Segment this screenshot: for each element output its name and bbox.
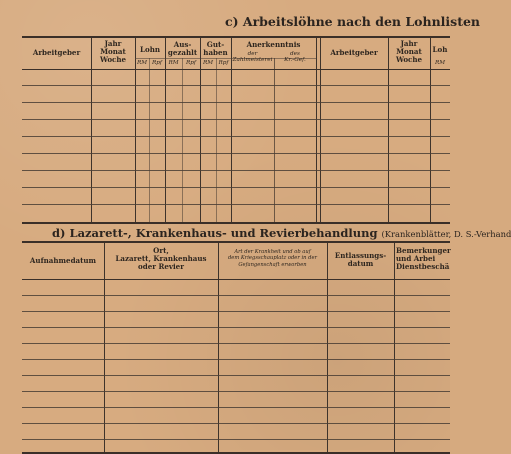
header-entlassungsdatum: Entlassungs- datum bbox=[334, 251, 387, 268]
table-row-line bbox=[22, 295, 450, 296]
table-row-line bbox=[22, 153, 450, 154]
subheader-rpf: Rpf bbox=[185, 60, 197, 66]
table-row-line bbox=[22, 439, 450, 440]
hospital-treatment-table bbox=[22, 241, 450, 454]
header-guthaben: Gut- haben bbox=[203, 40, 228, 57]
header-separator bbox=[22, 279, 450, 280]
header-art: Art der Krankheit und ob auf dem Kriegsschauplatz oder in der Gefangenschaft erworben bbox=[227, 249, 318, 268]
column-divider bbox=[274, 58, 275, 222]
column-divider bbox=[316, 38, 317, 222]
header-ort: Ort, Lazarett, Krankenhaus oder Revier bbox=[115, 246, 207, 271]
table-row-line bbox=[22, 85, 450, 86]
column-divider bbox=[104, 243, 105, 452]
table-row-line bbox=[22, 119, 450, 120]
wages-table bbox=[22, 36, 450, 224]
table-row-line bbox=[22, 327, 450, 328]
table-row-line bbox=[22, 136, 450, 137]
column-divider bbox=[231, 38, 232, 222]
table-row-line bbox=[22, 391, 450, 392]
header-anerkenntnis: Anerkenntnis bbox=[246, 40, 301, 49]
header-anerkenntnis-des: des Kr.-Gef. bbox=[284, 51, 306, 63]
column-divider bbox=[394, 243, 395, 452]
header-ausgezahlt: Aus- gezahlt bbox=[167, 40, 198, 57]
column-divider bbox=[327, 243, 328, 452]
header-bemerkungen: Bemerkunger und Arbei Dienstbeschä bbox=[396, 246, 451, 271]
header-aufnahmedatum: Aufnahmedatum bbox=[29, 256, 97, 265]
table-row-line bbox=[22, 170, 450, 171]
subheader-rm: RM bbox=[434, 60, 446, 66]
header-separator bbox=[22, 69, 450, 70]
subheader-rpf: Rpf bbox=[151, 60, 163, 66]
table-row-line bbox=[22, 343, 450, 344]
table-row-line bbox=[22, 311, 450, 312]
header-lohn: Lohn bbox=[139, 45, 161, 54]
section-d-title bbox=[52, 226, 511, 240]
column-divider bbox=[216, 58, 217, 222]
column-divider bbox=[149, 58, 150, 222]
header-jahr-monat-woche: Jahr Monat Woche bbox=[99, 39, 127, 64]
column-divider bbox=[320, 38, 321, 222]
table-row-line bbox=[22, 407, 450, 408]
column-divider bbox=[182, 58, 183, 222]
table-row-line bbox=[22, 423, 450, 424]
header-arbeitgeber: Arbeitgeber bbox=[32, 48, 81, 57]
section-d-title-note: (Krankenblätter, D. S.-Verhand bbox=[381, 229, 511, 239]
table-row-line bbox=[22, 187, 450, 188]
table-row-line bbox=[22, 375, 450, 376]
section-d-title-main: d) Lazarett-, Krankenhaus- und Revierbehandlung bbox=[52, 226, 378, 240]
table-row-line bbox=[22, 102, 450, 103]
header-anerkenntnis-der: der Zahlmeisterei bbox=[232, 51, 273, 63]
column-divider bbox=[218, 243, 219, 452]
subheader-rpf: Rpf bbox=[218, 60, 229, 66]
column-divider bbox=[388, 38, 389, 222]
header-jahr-monat-woche-2: Jahr Monat Woche bbox=[395, 39, 423, 64]
header-arbeitgeber-2: Arbeitgeber bbox=[330, 48, 378, 57]
section-c-title: c) Arbeitslöhne nach den Lohnlisten bbox=[225, 14, 481, 29]
header-lohn-2: Loh bbox=[432, 45, 448, 54]
subheader-rm: RM bbox=[136, 60, 148, 66]
column-divider bbox=[91, 38, 92, 222]
table-row-line bbox=[22, 359, 450, 360]
table-row-line bbox=[22, 204, 450, 205]
subheader-rm: RM bbox=[202, 60, 214, 66]
subheader-rm: RM bbox=[168, 60, 179, 66]
